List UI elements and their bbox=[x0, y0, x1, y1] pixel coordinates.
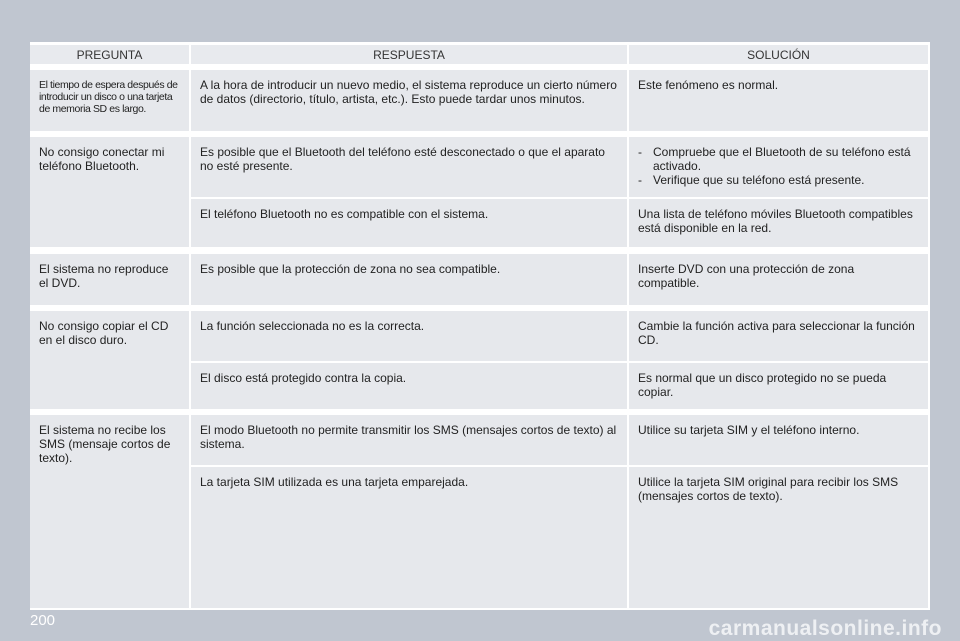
watermark: carmanualsonline.info bbox=[708, 617, 942, 640]
solution-cell: Cambie la función activa para seleccionar la función CD. bbox=[629, 311, 928, 361]
solution-list-item bbox=[638, 173, 918, 187]
solution-cell: Es normal que un disco protegido no se pueda copiar. bbox=[629, 363, 928, 409]
solution-list-item bbox=[638, 145, 918, 173]
header-respuesta: RESPUESTA bbox=[191, 45, 627, 64]
answer-cell: El modo Bluetooth no permite transmitir los SMS (mensajes cortos de texto) al sistema. bbox=[191, 415, 627, 465]
solution-cell: Inserte DVD con una protección de zona compatible. bbox=[629, 254, 928, 305]
answer-cell: Es posible que la protección de zona no sea compatible. bbox=[191, 254, 627, 305]
answer-cell: La tarjeta SIM utilizada es una tarjeta emparejada. bbox=[191, 467, 627, 608]
answer-cell: El disco está protegido contra la copia. bbox=[191, 363, 627, 409]
solution-cell: Utilice la tarjeta SIM original para recibir los SMS (mensajes cortos de texto). bbox=[629, 467, 928, 608]
question-cell: El tiempo de espera después de introducir un disco o una tarjeta de memoria SD es largo. bbox=[30, 70, 189, 131]
page-number: 200 bbox=[30, 612, 56, 629]
answer-cell: La función seleccionada no es la correcta. bbox=[191, 311, 627, 361]
solution-list-text: Verifique que su teléfono está presente. bbox=[653, 173, 865, 187]
dash-bullet: - bbox=[638, 145, 642, 159]
solution-list-text: Compruebe que el Bluetooth de su teléfono está activado. bbox=[653, 145, 911, 173]
question-cell: El sistema no recibe los SMS (mensaje cortos de texto). bbox=[30, 415, 189, 608]
solution-cell: Utilice su tarjeta SIM y el teléfono interno. bbox=[629, 415, 928, 465]
header-solucion: SOLUCIÓN bbox=[629, 45, 928, 64]
answer-cell: El teléfono Bluetooth no es compatible con el sistema. bbox=[191, 199, 627, 247]
solution-cell bbox=[629, 137, 928, 197]
answer-cell: A la hora de introducir un nuevo medio, el sistema reproduce un cierto número de datos (directorio, título, artista, etc.). Esto puede tardar unos minutos. bbox=[191, 70, 627, 131]
answer-cell: Es posible que el Bluetooth del teléfono esté desconectado o que el aparato no esté presente. bbox=[191, 137, 627, 197]
question-cell: El sistema no reproduce el DVD. bbox=[30, 254, 189, 305]
question-cell: No consigo copiar el CD en el disco duro. bbox=[30, 311, 189, 409]
dash-bullet: - bbox=[638, 173, 642, 187]
header-pregunta: PREGUNTA bbox=[30, 45, 189, 64]
solution-cell: Una lista de teléfono móviles Bluetooth compatibles está disponible en la red. bbox=[629, 199, 928, 247]
question-cell: No consigo conectar mi teléfono Bluetooth. bbox=[30, 137, 189, 247]
solution-cell: Este fenómeno es normal. bbox=[629, 70, 928, 131]
